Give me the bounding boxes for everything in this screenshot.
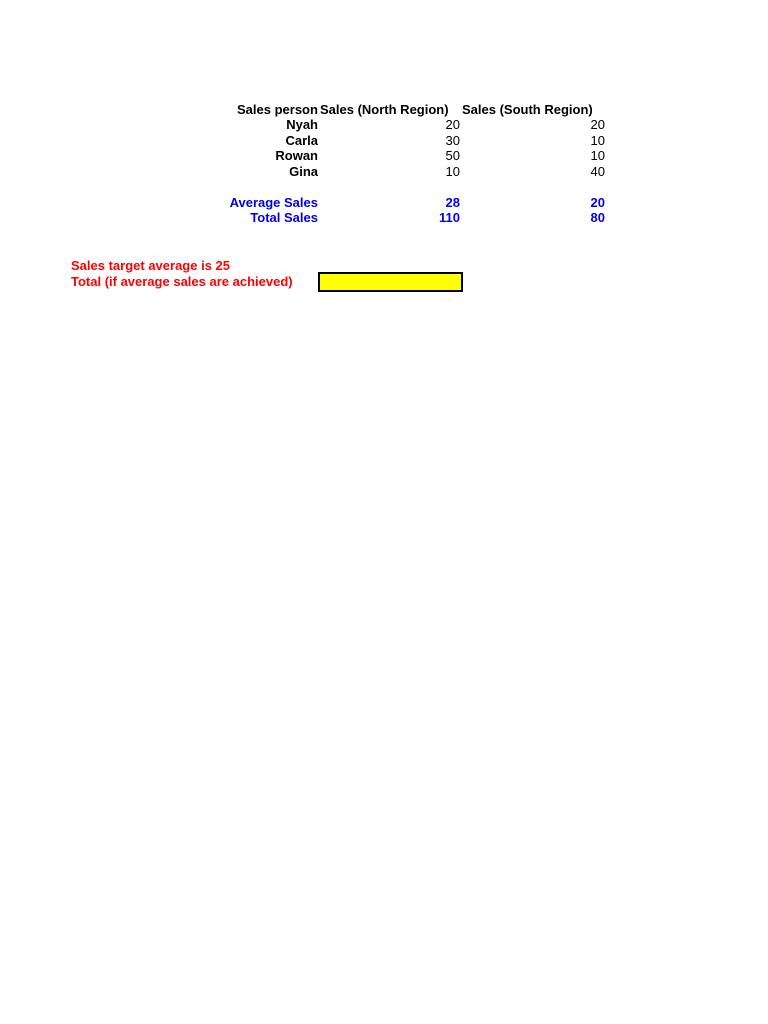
row-north-value: 50 [445, 148, 460, 163]
row-north-value: 10 [445, 164, 460, 179]
row-name: Rowan [275, 148, 318, 163]
row-south-value: 10 [590, 133, 605, 148]
row-south-value: 20 [590, 117, 605, 132]
row-name: Carla [285, 133, 318, 148]
row-north-value: 30 [445, 133, 460, 148]
total-north-value: 110 [439, 210, 460, 225]
row-name: Nyah [286, 117, 318, 132]
average-sales-label: Average Sales [229, 195, 318, 210]
header-north-region: Sales (North Region) [320, 102, 449, 117]
row-south-value: 40 [590, 164, 605, 179]
header-south-region: Sales (South Region) [462, 102, 593, 117]
total-sales-label: Total Sales [250, 210, 318, 225]
header-sales-person: Sales person [237, 102, 318, 117]
answer-input-cell[interactable] [318, 272, 463, 292]
total-south-value: 80 [590, 210, 605, 225]
sales-target-note: Sales target average is 25 [71, 258, 230, 273]
total-if-achieved-label: Total (if average sales are achieved) [71, 274, 293, 289]
row-north-value: 20 [445, 117, 460, 132]
average-north-value: 28 [445, 195, 460, 210]
row-south-value: 10 [590, 148, 605, 163]
average-south-value: 20 [590, 195, 605, 210]
row-name: Gina [289, 164, 318, 179]
